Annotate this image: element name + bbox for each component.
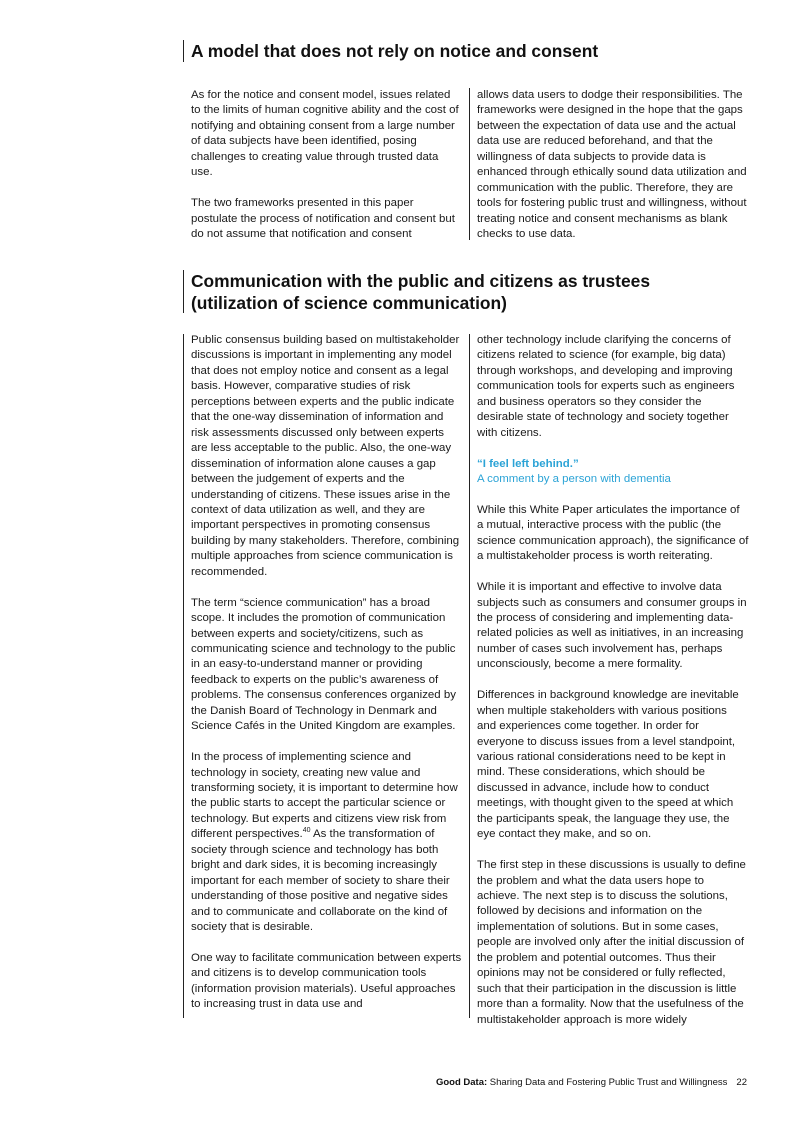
section-heading [191, 270, 650, 314]
quote-attribution: A comment by a person with dementia [477, 473, 671, 486]
heading-line: (utilization of science communication) [191, 293, 507, 313]
text-column-left [191, 333, 463, 1013]
footer-title-bold: Good Data: [435, 1077, 488, 1088]
paragraph: The term “science communication” has a broad scope. It includes the promotion of communication between experts and society/citizens, such as communicating science and technology to the public in an easy-to-understand manner or providing feedback to experts on the public’s awareness of problems. The consensus conferences organized by the Danish Board of Technology in Denmark and Science Cafés in the United Kingdom are examples. [191, 596, 456, 733]
paragraph: allows data users to dodge their responsibilities. The frameworks were designed in the hope that the gaps between the expectation of data use and the actual data use are reduced beforehand, and that the willingness of data subjects to provide data is enhanced through ethically sound data utilization and communication with the public. Therefore, they are tools for fostering public trust and willingness, without treating notice and consent mechanisms as blank checks to use data. [477, 89, 747, 241]
paragraph: While it is important and effective to involve data subjects such as consumers and consumer groups in the process of considering and implementing data-related policies as well as initiatives, in an increasing number of cases such involvement has, perhaps unconsciously, become a mere formality. [477, 581, 747, 671]
page-number: 22 [736, 1077, 747, 1088]
column-rule [469, 334, 470, 1018]
paragraph: Differences in background knowledge are inevitable when multiple stakeholders with various positions and experiences come together. In order for everyone to discuss issues from a level standpoint, various rational considerations need to be kept in mind. These considerations, which should be discussed in advance, include how to conduct meetings, with thought given to the speed at which the participants speak, the language they use, the eye contact they make, and so on. [477, 689, 739, 841]
pull-quote [477, 457, 749, 488]
heading-rule [183, 270, 184, 313]
paragraph: In the process of implementing science and technology in society, creating new value and transforming society, it is important to determine how the public starts to accept the particular science or technology. But experts and citizens view risk from different perspectives.$^{40}$ As the transformation of society through science and technology has both bright and dark sides, it is becoming increasingly important for each member of society to share their understanding of those positive and negative sides and to communicate and collaborate on the kind of society that is desirable. [191, 751, 458, 934]
text-column-right [477, 88, 749, 243]
heading-line: Communication with the public and citizens as trustees [191, 271, 650, 291]
paragraph: Public consensus building based on multistakeholder discussions is important in implementing any model that does not employ notice and consent as a legal basis. However, comparative studies of risk perceptions between experts and the public indicate that the one-way dissemination of information and risk assessments discussed only between experts are less acceptable to the public. Also, the one-way dissemination of information alone causes a gap between the judgement of experts and the understanding of citizens. These issues arise in the context of data utilization as well, and they are important perspectives in promoting consensus building by many stakeholders. Therefore, combining multiple approaches from science communication is recommended. [191, 334, 460, 578]
footer-title: Sharing Data and Fostering Public Trust and Willingness [487, 1077, 728, 1088]
column-rule [469, 88, 470, 240]
paragraph: As for the notice and consent model, issues related to the limits of human cognitive ability and the cost of notifying and obtaining consent from a large number of data subjects have been identified, posing challenges to creating value through trusted data use. [191, 89, 459, 179]
text-column-right [477, 333, 749, 1028]
footnote-ref: 40 [302, 827, 311, 835]
heading-rule [183, 40, 184, 62]
paragraph: The first step in these discussions is usually to define the problem and what the data users hope to achieve. The next step is to discuss the solutions, followed by decisions and information on the implementation of solutions. But in some cases, people are involved only after the initial discussion of the problem and potential outcomes. Thus their opinions may not be considered or fully reflected, such that their participation in the discussion is little more than a formality. Now that the usefulness of the multistakeholder approach is more widely [477, 859, 746, 1026]
paragraph: While this White Paper articulates the importance of a mutual, interactive process with the public (the science communication approach), the significance of a multistakeholder process is worth reiterating. [477, 503, 749, 563]
paragraph: The two frameworks presented in this paper postulate the process of notification and consent but do not assume that notification and consent [191, 197, 455, 241]
section-heading: A model that does not rely on notice and consent [191, 41, 599, 61]
paragraph: One way to facilitate communication between experts and citizens is to develop communication tools (information provision materials). Useful approaches to increasing trust in data use and [191, 951, 462, 1011]
column-rule [183, 334, 184, 1018]
quote-text: “I feel left behind.” [477, 457, 579, 470]
text-column-left [191, 88, 463, 242]
paragraph: other technology include clarifying the concerns of citizens related to science (for example, big data) through workshops, and developing and improving communication tools for experts such as engineers and business operators so they consider the desirable state of technology and society together with citizens. [477, 334, 735, 439]
page-footer [436, 1077, 747, 1089]
